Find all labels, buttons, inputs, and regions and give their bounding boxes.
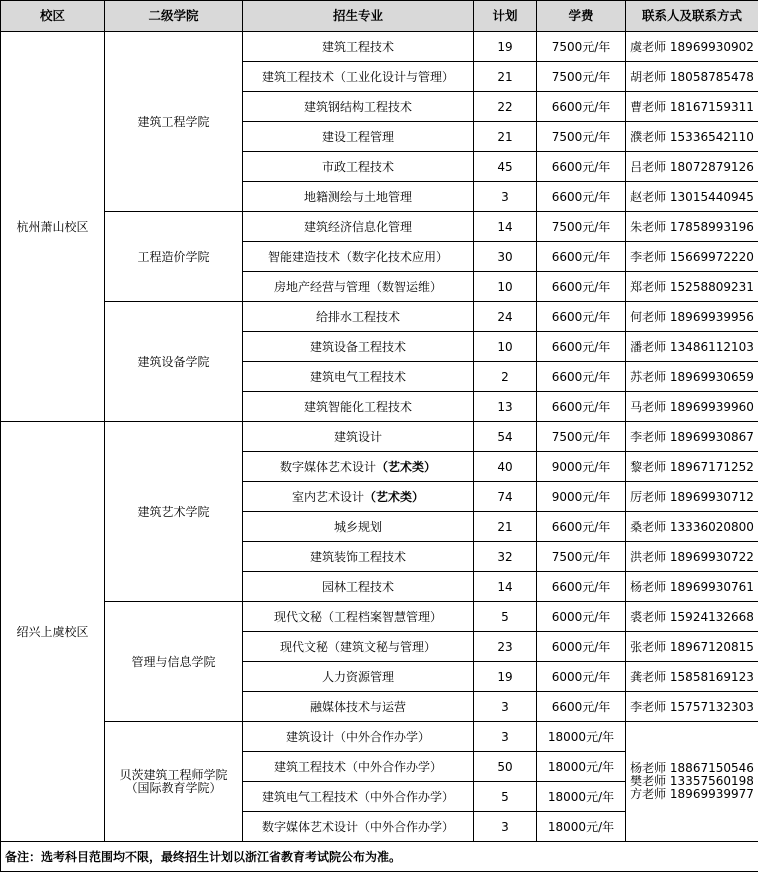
plan-cell: 21: [474, 512, 537, 542]
plan-cell: 19: [474, 32, 537, 62]
tuition-cell: 6600元/年: [537, 152, 626, 182]
header-major: 招生专业: [243, 1, 474, 32]
college-cell: 建筑工程学院: [105, 32, 243, 212]
table-row: [1, 212, 758, 242]
college-name-line1: 贝茨建筑工程师学院: [105, 769, 242, 782]
contact-cell: 马老师 18969939960: [626, 392, 758, 422]
table-row: [1, 422, 758, 452]
major-cell: 市政工程技术: [243, 152, 474, 182]
major-cell: 建筑经济信息化管理: [243, 212, 474, 242]
table-row: [1, 602, 758, 632]
tuition-cell: 6600元/年: [537, 572, 626, 602]
tuition-cell: 9000元/年: [537, 482, 626, 512]
plan-cell: 50: [474, 752, 537, 782]
tuition-cell: 6600元/年: [537, 182, 626, 212]
header-tuition: 学费: [537, 1, 626, 32]
contact-cell: 赵老师 13015440945: [626, 182, 758, 212]
tuition-cell: 6000元/年: [537, 632, 626, 662]
major-cell: 建筑电气工程技术（中外合作办学）: [243, 782, 474, 812]
major-cell: 建筑装饰工程技术: [243, 542, 474, 572]
contact-cell: 虞老师 18969930902: [626, 32, 758, 62]
plan-cell: 54: [474, 422, 537, 452]
tuition-cell: 6600元/年: [537, 692, 626, 722]
tuition-cell: 7500元/年: [537, 32, 626, 62]
plan-cell: 5: [474, 782, 537, 812]
header-campus: 校区: [1, 1, 105, 32]
contact-cell: 曹老师 18167159311: [626, 92, 758, 122]
major-cell: 建筑工程技术（工业化设计与管理）: [243, 62, 474, 92]
plan-cell: 21: [474, 62, 537, 92]
tuition-cell: 7500元/年: [537, 422, 626, 452]
contact-cell: 潘老师 13486112103: [626, 332, 758, 362]
tuition-cell: 18000元/年: [537, 722, 626, 752]
plan-cell: 21: [474, 122, 537, 152]
tuition-cell: 6600元/年: [537, 512, 626, 542]
contact-cell: 李老师 15757132303: [626, 692, 758, 722]
plan-cell: 22: [474, 92, 537, 122]
table-header-row: [1, 1, 758, 32]
major-cell: 园林工程技术: [243, 572, 474, 602]
college-name-line2: （国际教育学院）: [105, 782, 242, 795]
plan-cell: 13: [474, 392, 537, 422]
tuition-cell: 6600元/年: [537, 332, 626, 362]
tuition-cell: 18000元/年: [537, 782, 626, 812]
tuition-cell: 6000元/年: [537, 662, 626, 692]
college-cell: 管理与信息学院: [105, 602, 243, 722]
header-college: 二级学院: [105, 1, 243, 32]
tuition-cell: 6600元/年: [537, 272, 626, 302]
plan-cell: 19: [474, 662, 537, 692]
major-cell: 建筑电气工程技术: [243, 362, 474, 392]
major-cell: 建设工程管理: [243, 122, 474, 152]
major-cell: 给排水工程技术: [243, 302, 474, 332]
shared-contact-cell: [626, 722, 758, 842]
contact-cell: 厉老师 18969930712: [626, 482, 758, 512]
major-cell: 建筑工程技术（中外合作办学）: [243, 752, 474, 782]
plan-cell: 14: [474, 572, 537, 602]
note-row: [1, 842, 758, 872]
contact-cell: 苏老师 18969930659: [626, 362, 758, 392]
tuition-cell: 7500元/年: [537, 212, 626, 242]
plan-cell: 3: [474, 812, 537, 842]
major-cell: 建筑设备工程技术: [243, 332, 474, 362]
major-cell: 现代文秘（建筑文秘与管理）: [243, 632, 474, 662]
plan-cell: 10: [474, 272, 537, 302]
contact-cell: 胡老师 18058785478: [626, 62, 758, 92]
plan-cell: 2: [474, 362, 537, 392]
contact-cell: 郑老师 15258809231: [626, 272, 758, 302]
major-cell: [243, 452, 474, 482]
plan-cell: 30: [474, 242, 537, 272]
campus-cell: 杭州萧山校区: [1, 32, 105, 422]
contact-cell: 龚老师 15858169123: [626, 662, 758, 692]
contact-line: 樊老师 13357560198: [626, 775, 758, 788]
college-cell: 建筑设备学院: [105, 302, 243, 422]
plan-cell: 32: [474, 542, 537, 572]
major-cell: 建筑工程技术: [243, 32, 474, 62]
contact-cell: 何老师 18969939956: [626, 302, 758, 332]
college-cell: 工程造价学院: [105, 212, 243, 302]
plan-cell: 24: [474, 302, 537, 332]
major-cell: 建筑设计: [243, 422, 474, 452]
major-cell: 建筑钢结构工程技术: [243, 92, 474, 122]
major-cell: [243, 482, 474, 512]
contact-cell: 吕老师 18072879126: [626, 152, 758, 182]
campus-cell: 绍兴上虞校区: [1, 422, 105, 842]
major-cell: 建筑设计（中外合作办学）: [243, 722, 474, 752]
contact-cell: 桑老师 13336020800: [626, 512, 758, 542]
contact-line: 杨老师 18867150546: [626, 762, 758, 775]
contact-cell: 张老师 18967120815: [626, 632, 758, 662]
tuition-cell: 7500元/年: [537, 122, 626, 152]
contact-cell: 李老师 18969930867: [626, 422, 758, 452]
plan-cell: 14: [474, 212, 537, 242]
major-cell: 现代文秘（工程档案智慧管理）: [243, 602, 474, 632]
table-row: [1, 302, 758, 332]
plan-cell: 3: [474, 692, 537, 722]
contact-cell: 裘老师 15924132668: [626, 602, 758, 632]
major-cell: 建筑智能化工程技术: [243, 392, 474, 422]
tuition-cell: 7500元/年: [537, 542, 626, 572]
plan-cell: 5: [474, 602, 537, 632]
contact-cell: 黎老师 18967171252: [626, 452, 758, 482]
header-contact: 联系人及联系方式: [626, 1, 758, 32]
contact-cell: 杨老师 18969930761: [626, 572, 758, 602]
table-row: [1, 32, 758, 62]
tuition-cell: 6000元/年: [537, 602, 626, 632]
major-cell: 地籍测绘与土地管理: [243, 182, 474, 212]
tuition-cell: 6600元/年: [537, 242, 626, 272]
tuition-cell: 6600元/年: [537, 302, 626, 332]
header-plan: 计划: [474, 1, 537, 32]
contact-cell: 洪老师 18969930722: [626, 542, 758, 572]
plan-cell: 23: [474, 632, 537, 662]
plan-cell: 74: [474, 482, 537, 512]
plan-cell: 40: [474, 452, 537, 482]
contact-cell: 朱老师 17858993196: [626, 212, 758, 242]
major-cell: 融媒体技术与运营: [243, 692, 474, 722]
note-text: 备注：选考科目范围均不限，最终招生计划以浙江省教育考试院公布为准。: [1, 842, 758, 872]
tuition-cell: 6600元/年: [537, 92, 626, 122]
major-cell: 数字媒体艺术设计（中外合作办学）: [243, 812, 474, 842]
tuition-cell: 7500元/年: [537, 62, 626, 92]
table-row: [1, 722, 758, 752]
plan-cell: 45: [474, 152, 537, 182]
contact-cell: 濮老师 15336542110: [626, 122, 758, 152]
tuition-cell: 18000元/年: [537, 812, 626, 842]
college-cell: [105, 722, 243, 842]
tuition-cell: 9000元/年: [537, 452, 626, 482]
major-art-tag: （艺术类）: [364, 490, 424, 504]
tuition-cell: 6600元/年: [537, 392, 626, 422]
major-name: 数字媒体艺术设计: [280, 460, 376, 474]
major-art-tag: （艺术类）: [376, 460, 436, 474]
contact-line: 方老师 18969939977: [626, 788, 758, 801]
plan-cell: 3: [474, 722, 537, 752]
plan-cell: 3: [474, 182, 537, 212]
major-cell: 智能建造技术（数字化技术应用）: [243, 242, 474, 272]
tuition-cell: 18000元/年: [537, 752, 626, 782]
plan-cell: 10: [474, 332, 537, 362]
major-name: 室内艺术设计: [292, 490, 364, 504]
contact-cell: 李老师 15669972220: [626, 242, 758, 272]
tuition-cell: 6600元/年: [537, 362, 626, 392]
major-cell: 房地产经营与管理（数智运维）: [243, 272, 474, 302]
major-cell: 人力资源管理: [243, 662, 474, 692]
college-cell: 建筑艺术学院: [105, 422, 243, 602]
major-cell: 城乡规划: [243, 512, 474, 542]
